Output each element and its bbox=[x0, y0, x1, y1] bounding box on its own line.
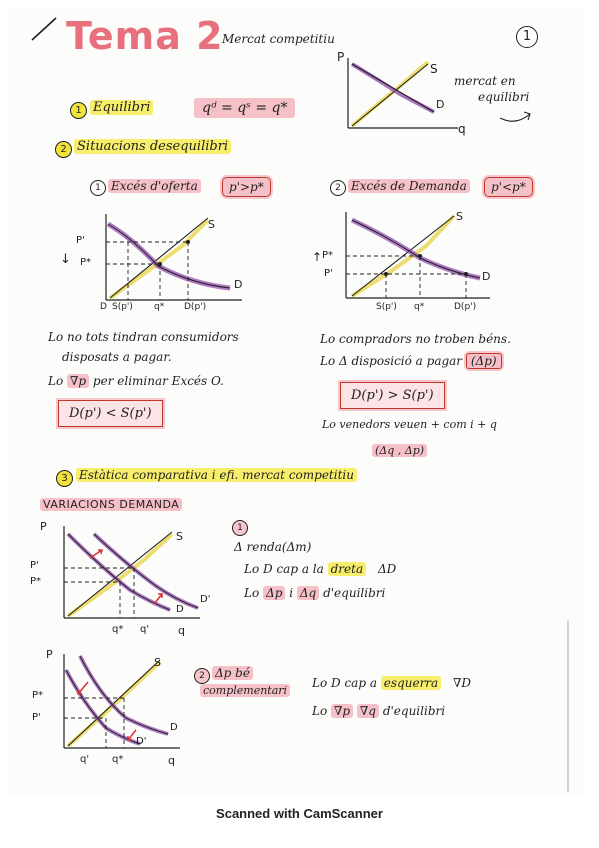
g2-q: q bbox=[168, 754, 175, 767]
top-graph-q-label: q bbox=[458, 122, 466, 136]
sub1-graph-s: S bbox=[208, 218, 215, 231]
page-corner-mark bbox=[556, 620, 576, 800]
top-graph-d-label: D bbox=[436, 98, 445, 111]
item2-line1-highlight: esquerra bbox=[381, 676, 441, 690]
page-title: Tema 2 bbox=[66, 14, 224, 58]
item1-line1 bbox=[244, 562, 396, 576]
scanner-watermark: Scanned with CamScanner bbox=[216, 806, 383, 821]
g1-pstar: P* bbox=[30, 576, 42, 587]
sub2-line4: (Δq , Δp) bbox=[372, 444, 427, 457]
page-subtitle: Mercat competitiu bbox=[222, 32, 335, 46]
g2-d: D bbox=[170, 722, 178, 733]
sub2-condition: p'<p* bbox=[484, 177, 533, 197]
g1-qstar: q* bbox=[112, 624, 124, 635]
section1-number: 1 bbox=[70, 102, 87, 119]
item1-line1-highlight: dreta bbox=[328, 562, 367, 576]
sub1-graph-qstar: q* bbox=[154, 302, 165, 312]
sub1-condition: p'>p* bbox=[222, 177, 271, 197]
item1-line2-prefix: Lo bbox=[244, 586, 260, 600]
section1-formula: qᵈ = qˢ = q* bbox=[194, 98, 295, 118]
g2-pprime: P' bbox=[32, 712, 41, 723]
sub2-label: Excés de Demanda bbox=[348, 179, 470, 193]
sub2-line1: Lo compradors no troben béns. bbox=[320, 332, 511, 346]
sub2-graph-pprime: P' bbox=[324, 268, 333, 279]
sub1-graph-d-origin: D bbox=[100, 302, 107, 312]
sub1-graph-down-arrow: ↓ bbox=[60, 252, 71, 267]
item1-line2-suffix: d'equilibri bbox=[323, 586, 386, 600]
item1-line2 bbox=[244, 586, 385, 600]
top-graph-note-brace bbox=[496, 104, 536, 128]
sub2-graph-qstar: q* bbox=[414, 302, 425, 312]
g2-p: P bbox=[46, 648, 53, 661]
g2-dprime: D' bbox=[136, 736, 147, 747]
item2-label: Δp bé bbox=[212, 666, 253, 680]
sub2-number: 2 bbox=[330, 180, 346, 196]
g2-qstar: q* bbox=[112, 754, 124, 765]
item1-line1-suffix: ΔD bbox=[377, 562, 397, 576]
g1-dprime: D' bbox=[200, 594, 211, 605]
title-slash bbox=[30, 16, 60, 42]
sub1-label: Excés d'oferta bbox=[108, 179, 201, 193]
page-number: 1 bbox=[516, 26, 538, 48]
item2-line2-highlight-1: ∇p bbox=[331, 704, 353, 718]
g1-pprime: P' bbox=[30, 560, 39, 571]
sub1-line3-highlight: ∇p bbox=[67, 374, 89, 388]
item2-label-2: complementari bbox=[200, 684, 290, 697]
item1-line2-highlight-2: Δq bbox=[297, 586, 319, 600]
item2-line2-highlight-2: ∇q bbox=[357, 704, 379, 718]
sub2-graph-s: S bbox=[456, 210, 463, 223]
variations-heading: VARIACIONS DEMANDA bbox=[40, 498, 182, 511]
item1-label: Δ renda(Δm) bbox=[234, 540, 312, 554]
sub1-line2: disposats a pagar. bbox=[62, 350, 172, 364]
sub1-inequality-box: D(p') < S(p') bbox=[58, 400, 163, 427]
top-graph-s-label: S bbox=[430, 62, 438, 76]
item2-line1 bbox=[312, 676, 471, 690]
sub1-graph-dp: D(p') bbox=[184, 302, 207, 312]
demand-shift-right-graph bbox=[40, 520, 210, 636]
g2-qprime: q' bbox=[80, 754, 90, 765]
sub1-line3-prefix: Lo bbox=[48, 374, 64, 388]
item1-number: 1 bbox=[232, 520, 248, 536]
sub2-line3: Lo venedors veuen + com i + q bbox=[322, 418, 497, 431]
g2-s: S bbox=[154, 656, 161, 669]
sub2-graph-dp: D(p') bbox=[454, 302, 477, 312]
sub1-graph-pstar: P* bbox=[80, 257, 92, 268]
top-graph-note-1: mercat en bbox=[454, 74, 516, 88]
g2-pstar: P* bbox=[32, 690, 44, 701]
g1-p: P bbox=[40, 520, 47, 533]
sub2-graph-up-arrow: ↑ bbox=[312, 250, 323, 264]
sub1-line3 bbox=[48, 374, 224, 388]
sub1-graph-pprime: P' bbox=[76, 235, 85, 246]
item2-number: 2 bbox=[194, 668, 210, 684]
item2-line2-suffix: d'equilibri bbox=[382, 704, 446, 718]
section2-label: Situacions desequilibri bbox=[74, 139, 231, 154]
sub2-graph-sp: S(p') bbox=[376, 302, 397, 312]
top-graph-note-2: equilibri bbox=[478, 90, 530, 104]
item2-line2 bbox=[312, 704, 445, 718]
item1-line2-highlight-1: Δp bbox=[263, 586, 285, 600]
sub2-line2-highlight: (Δp) bbox=[466, 353, 502, 369]
demand-shift-left-graph bbox=[40, 648, 190, 764]
section3-number: 3 bbox=[56, 470, 73, 487]
g1-q: q bbox=[178, 624, 185, 637]
item1-line1-prefix: Lo D cap a la bbox=[244, 562, 324, 576]
sub2-inequality-box: D(p') > S(p') bbox=[340, 382, 445, 409]
section1-label: Equilibri bbox=[90, 100, 153, 115]
sub1-graph-sp: S(p') bbox=[112, 302, 133, 312]
g1-qprime: q' bbox=[140, 624, 150, 635]
section3-label: Estàtica comparativa i efi. mercat competitiu bbox=[76, 468, 357, 482]
top-graph-p-label: P bbox=[337, 50, 345, 64]
item2-line1-suffix: ∇D bbox=[453, 676, 472, 690]
sub1-number: 1 bbox=[90, 180, 106, 196]
item2-line2-prefix: Lo bbox=[312, 704, 328, 718]
section2-number: 2 bbox=[55, 141, 72, 158]
sub2-line2-prefix: Lo Δ disposició a pagar bbox=[320, 354, 463, 368]
sub1-line1: Lo no tots tindran consumidors bbox=[48, 330, 239, 344]
g1-s: S bbox=[176, 530, 183, 543]
item1-line2-mid: i bbox=[289, 586, 294, 600]
sub2-line2 bbox=[320, 354, 502, 368]
sub1-graph-d: D bbox=[234, 278, 243, 291]
sub2-graph-d: D bbox=[482, 270, 491, 283]
item2-line1-prefix: Lo D cap a bbox=[312, 676, 377, 690]
sub2-graph-pstar: P* bbox=[322, 250, 334, 261]
g1-d: D bbox=[176, 604, 184, 615]
sub1-line3-suffix: per eliminar Excés O. bbox=[92, 374, 224, 388]
